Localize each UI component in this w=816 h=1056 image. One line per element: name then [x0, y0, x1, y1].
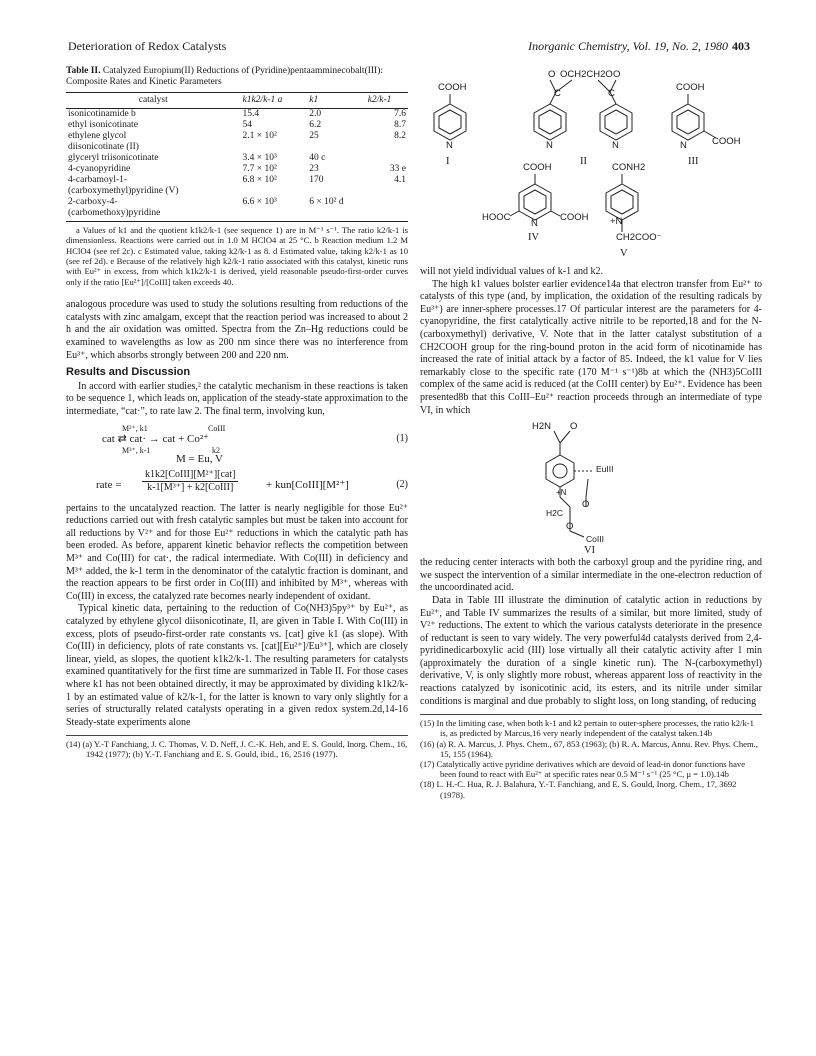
table-row — [66, 175, 408, 186]
table-title: Catalyzed Europium(II) Reductions of (Pyridine)pentaamminecobalt(III): Composite Rates and Kinetic Parameters — [66, 66, 384, 88]
value-cell: 25 — [309, 130, 319, 141]
pyridine-ring-vi — [546, 455, 574, 487]
label-o: O — [613, 69, 621, 80]
value-cell — [366, 197, 408, 208]
label-plus-n: +N — [556, 488, 567, 498]
value-cell: 170 — [309, 174, 324, 185]
col-header: k2/k-1 — [366, 92, 408, 108]
value-cell: 7.6 — [394, 108, 406, 119]
table-caption — [66, 66, 408, 89]
eq1-under-label-2: k2 — [212, 445, 220, 455]
catalyst-cell: 4-carbamoyl-1- — [68, 174, 128, 185]
footnote: (18) L. H.-C. Hua, R. J. Balahura, Y.-T. Fanchiang, and E. S. Gould, Inorg. Chem., 17, 3692 (1978). — [420, 779, 737, 800]
value-cell: 6.8 × 10² — [242, 174, 277, 185]
eq2-denominator: k-1[M³⁺] + k2[CoIII] — [147, 482, 234, 494]
catalyst-cell: 4-cyanopyridine — [68, 163, 131, 174]
table-row — [66, 164, 408, 175]
value-cell: 2.1 × 10² — [242, 130, 277, 141]
value-cell — [307, 208, 365, 222]
eq1-text: cat ⇄ cat· → cat + Co²⁺ — [102, 432, 209, 445]
footnote: (17) Catalytically active pyridine derivatives which are devoid of lead-in donor functions have been found to react with Eu²⁺ at specific rates near 0.5 M⁻¹ s⁻¹ (25 °C, μ = 1.0).14b — [420, 759, 746, 780]
paragraph: Data in Table III illustrate the diminution of catalytic action in reductions by Eu²⁺, and Table IV summarizes the results of a similar, but more limited, study of V²⁺ reductions. The extent to which the various catalysts deteriorate in the presence of reductant is seen to vary widely. The very powerful4d catalysts derived from 2,4-pyridinedicarboxylic acid (III) lose virtually all their catalytic activity after 1 min (approximately the duration of a single kinetic run). The N-(carboxymethyl) derivative, V, is only slightly more robust, whereas apparent loss of reactivity in the reactions catalyzed by isonicotinic acid, its esters, and its nitrile under similar conditions is marginal and due probably to slight loss, on long standing, of reducing — [420, 594, 762, 707]
journal-name: Inorganic Chemistry, Vol. 19, No. 2, 1980 — [528, 39, 728, 53]
value-cell: 7.7 × 10² — [242, 163, 277, 174]
eq1-metal: M = Eu, V — [176, 452, 223, 465]
table-ii — [66, 92, 408, 222]
eq2-lhs: rate = — [96, 478, 122, 491]
value-cell — [241, 142, 308, 153]
label-o: O — [582, 499, 590, 511]
paragraph: analogous procedure was used to study the solutions resulting from reductions of the catalysts with zinc amalgam, except that the reaction period was increased to about 2 h and the air oxidation was omitted. Spectra from the Zn–Hg reductions could be examined to wavelengths as low as 200 nm since there was no interference from Eu³⁺, which absorbs strongly between 200 and 220 nm. — [66, 299, 408, 361]
label-o: O — [570, 421, 578, 433]
equation-2 — [66, 469, 408, 503]
value-cell: 23 — [309, 163, 319, 174]
label-cooh: COOH — [523, 162, 552, 173]
table-header-row — [66, 92, 408, 108]
paragraph: The high k1 values bolster earlier evidence14a that electron transfer from Eu²⁺ to catalysts of this type (and, by implication, the oxidation of the resulting radicals by Eu³⁺) are inner-sphere processes.17 Of particular interest are the parameters for 4-cyanopyridine, the first catalytically active nitrile to be reported,18 and for the N-(carboxymethyl) derivative, V. Note that in the latter catalyst substitution of a CH2COOH group for the ring-bound proton in the acid form of nicotinamide has increased the rate of initial attack by a factor of 85. Indeed, the k1 value for V lies remarkably close to the specific rate (170 M⁻¹ s⁻¹)8b at which the (NH3)5CoIII complex of the same acid is reduced (at the CoIII center) by Eu²⁺. Evidence has been presented8b that this CoIII–Eu²⁺ reaction proceeds through an intermediate of type VI, in which — [420, 278, 762, 416]
footnote: (16) (a) R. A. Marcus, J. Phys. Chem., 67, 853 (1963); (b) R. A. Marcus, Annu. Rev. Phys. Chem., 15, 155 (1964). — [420, 738, 758, 759]
eq2-tail: + kun[CoIII][M²⁺] — [266, 478, 349, 491]
value-cell: 6.6 × 10³ — [242, 196, 277, 207]
eq1-over-label: M²⁺, k1 — [122, 423, 148, 433]
value-cell: 6.2 — [309, 119, 322, 130]
label-och2ch2o: OCH2CH2O — [560, 69, 613, 80]
value-cell — [366, 186, 408, 197]
table-row — [66, 208, 408, 222]
label-cooh: COOH — [560, 212, 589, 223]
right-column — [420, 66, 762, 800]
journal-citation — [528, 40, 750, 53]
value-cell: 3.4 × 10³ — [242, 152, 277, 163]
table-row — [66, 142, 408, 153]
paragraph: pertains to the uncatalyzed reaction. The latter is nearly negligible for those Eu²⁺ reductions carried out with fresh catalytic samples but must be taken into account for all reductions by V²⁺ and for those Eu²⁺ reductions in which the catalytic path has been eroded. As before, apparent kinetic behavior reflects the competition between M³⁺ and Co(III) for cat·, the radical intermediate. With Co(III) in deficiency and M³⁺ added, the k-1 term in the denominator of the catalytic fraction is dominant, and the reaction appears to be first order in Co(III) and inhibited by M³⁺, whereas with Co(III) in excess, the catalyzed rate becomes nearly independent of oxidant. — [66, 502, 408, 602]
label-coiii: CoIII — [586, 534, 604, 545]
value-cell: 2.0 — [309, 108, 322, 119]
label-n: N — [680, 140, 687, 151]
label-h2c: H2C — [546, 508, 564, 519]
value-cell: 4.1 — [394, 174, 406, 185]
eq1-over-label-2: CoIII — [208, 423, 226, 433]
catalyst-cell: isonicotinamide b — [68, 108, 136, 119]
value-cell — [307, 142, 365, 153]
col-header: k1k2/k-1 a — [241, 92, 308, 108]
value-cell: 8.2 — [394, 130, 406, 141]
compound-label-iii: III — [688, 156, 699, 167]
structure-drawings — [420, 66, 762, 266]
compound-label-vi: VI — [584, 545, 596, 557]
page-number: 403 — [732, 39, 750, 53]
paragraph: Typical kinetic data, pertaining to the reduction of Co(NH3)5py³⁺ by Eu²⁺, as catalyzed by ethylene glycol diisonicotinate, II, are given in Table I. With Co(III) in excess, plots of pseudo-first-order rate constants vs. [cat] give k1 (as slope). With Co(III) in deficiency, plots of rate constants vs. [cat][Eu²⁺]/Eu³⁺], which are closely linear, yield, as slopes, the quotient k1k2/k-1. The resulting parameters for catalysts examined quantitatively for the first time are summarized in Table II. For those cases where k1 has not been obtained directly, it may be approximated by dividing k1k2/k-1 by an estimated value of k2/k-1, for the latter is known to vary only slightly for a series of structurally related catalysts operating in a given redox system.2d,14-16 Steady-state experiments alone — [66, 603, 408, 728]
catalyst-cell: glyceryl triisonicotinate — [68, 152, 159, 163]
label-conh2: CONH2 — [612, 162, 646, 173]
catalyst-cell: ethylene glycol — [68, 130, 127, 141]
table-row — [66, 153, 408, 164]
compound-label-iv: IV — [528, 232, 540, 243]
label-plus-n: +N — [610, 216, 623, 227]
label-ch2coo: CH2COO⁻ — [616, 232, 662, 243]
value-cell — [307, 186, 365, 197]
eq1-number: (1) — [396, 432, 408, 444]
value-cell: 54 — [242, 119, 252, 130]
section-heading: Results and Discussion — [66, 366, 191, 379]
catalyst-cell: 2-carboxy-4- — [68, 196, 118, 207]
catalyst-cell: diisonicotinate (II) — [68, 141, 139, 152]
label-cooh: COOH — [438, 82, 467, 93]
label-cooh: COOH — [676, 82, 705, 93]
catalyst-cell: (carboxymethyl)pyridine (V) — [68, 185, 179, 196]
compound-label-ii: II — [580, 156, 587, 167]
col-header: k1 — [307, 92, 365, 108]
table-row — [66, 108, 408, 120]
table-row — [66, 131, 408, 142]
value-cell: 6 × 10² d — [309, 196, 344, 207]
label-n: N — [612, 140, 619, 151]
value-cell: 8.7 — [394, 119, 406, 130]
eq2-numerator: k1k2[CoIII][M²⁺][cat] — [142, 469, 238, 483]
paragraph: the reducing center interacts with both the carboxyl group and the pyridine ring, and we suspect the intervention of a similar intermediate in the one-electron reduction of the uncoordinated acid. — [420, 557, 762, 594]
value-cell — [241, 208, 308, 222]
left-column — [66, 66, 408, 760]
footnote: (15) In the limiting case, when both k-1 and k2 pertain to outer-sphere processes, the ratio k2/k-1 is, as predicted by Marcus,16 very nearly independent of the catalyst taken.14b — [420, 718, 754, 739]
table-footnotes: a Values of k1 and the quotient k1k2/k-1 (see sequence 1) are in M⁻¹ s⁻¹. The ratio k2/k-1 is dimensionless. Reactions were carried out in 1.0 M HClO4 at 25 °C. b Reaction medium 1.2 M HClO4 (see ref 2c). c Estimated value, taking k2/k-1 as 8. d Estimated value, taking k2/k-1 as 10 (see ref 2d). e Because of the relatively high k2/k-1 ratio associated with this catalyst, kinetic runs with Eu²⁺ in excess, from which k1k2/k-1 is derived, yield reasonable pseudo-first-order curves only if the ratio [Eu²⁺]/[CoIII] taken exceeds 40. — [66, 224, 408, 287]
compound-label-v: V — [620, 248, 628, 259]
value-cell: 15.4 — [242, 108, 260, 119]
value-cell — [366, 142, 408, 153]
eq2-fraction — [142, 469, 238, 495]
table-label: Table II. — [66, 66, 101, 76]
paragraph: In accord with earlier studies,² the catalytic mechanism in these reactions is taken to be sequence 1, which leads on, application of the steady-state approximation to the intermediate, “cat·”, to rate law 2. The final term, involving kun, — [66, 380, 408, 417]
equation-1 — [66, 423, 408, 469]
label-hooc: HOOC — [482, 212, 511, 223]
label-o: O — [548, 69, 556, 80]
paragraph: will not yield individual values of k-1 and k2. — [420, 266, 604, 277]
label-euiii: EuIII — [596, 464, 614, 475]
label-n: N — [546, 140, 553, 151]
catalyst-cell: ethyl isonicotinate — [68, 119, 138, 130]
value-cell: 33 e — [389, 163, 406, 174]
compound-label-i: I — [446, 156, 450, 167]
running-title: Deterioration of Redox Catalysts — [68, 39, 227, 53]
label-n: N — [531, 218, 538, 229]
value-cell — [366, 208, 408, 222]
footnotes-left — [66, 735, 408, 759]
label-o: O — [566, 521, 574, 533]
structure-vi — [420, 417, 762, 557]
eq2-number: (2) — [396, 478, 408, 490]
value-cell — [241, 186, 308, 197]
catalyst-cell: (carbomethoxy)pyridine — [66, 208, 241, 222]
structures-i-v — [420, 66, 762, 266]
value-cell — [366, 153, 408, 164]
label-c: C — [608, 88, 615, 99]
label-n: N — [446, 140, 453, 151]
table-row — [66, 197, 408, 208]
col-header: catalyst — [66, 92, 241, 108]
label-c: C — [554, 88, 561, 99]
table-row — [66, 120, 408, 131]
footnotes-right — [420, 714, 762, 800]
value-cell: 40 c — [309, 152, 326, 163]
footnote: (14) (a) Y.-T Fanchiang, J. C. Thomas, V. D. Neff, J. C.-K. Heh, and E. S. Gould, Inorg. Chem., 16, 1942 (1977); (b) Y.-T. Fanchiang and E. S. Gould, ibid., 16, 2516 (1977). — [66, 739, 408, 760]
eq1-under-label: M³⁺, k-1 — [122, 445, 151, 455]
table-row — [66, 186, 408, 197]
label-cooh: COOH — [712, 136, 741, 147]
label-h2n: H2N — [532, 421, 552, 433]
